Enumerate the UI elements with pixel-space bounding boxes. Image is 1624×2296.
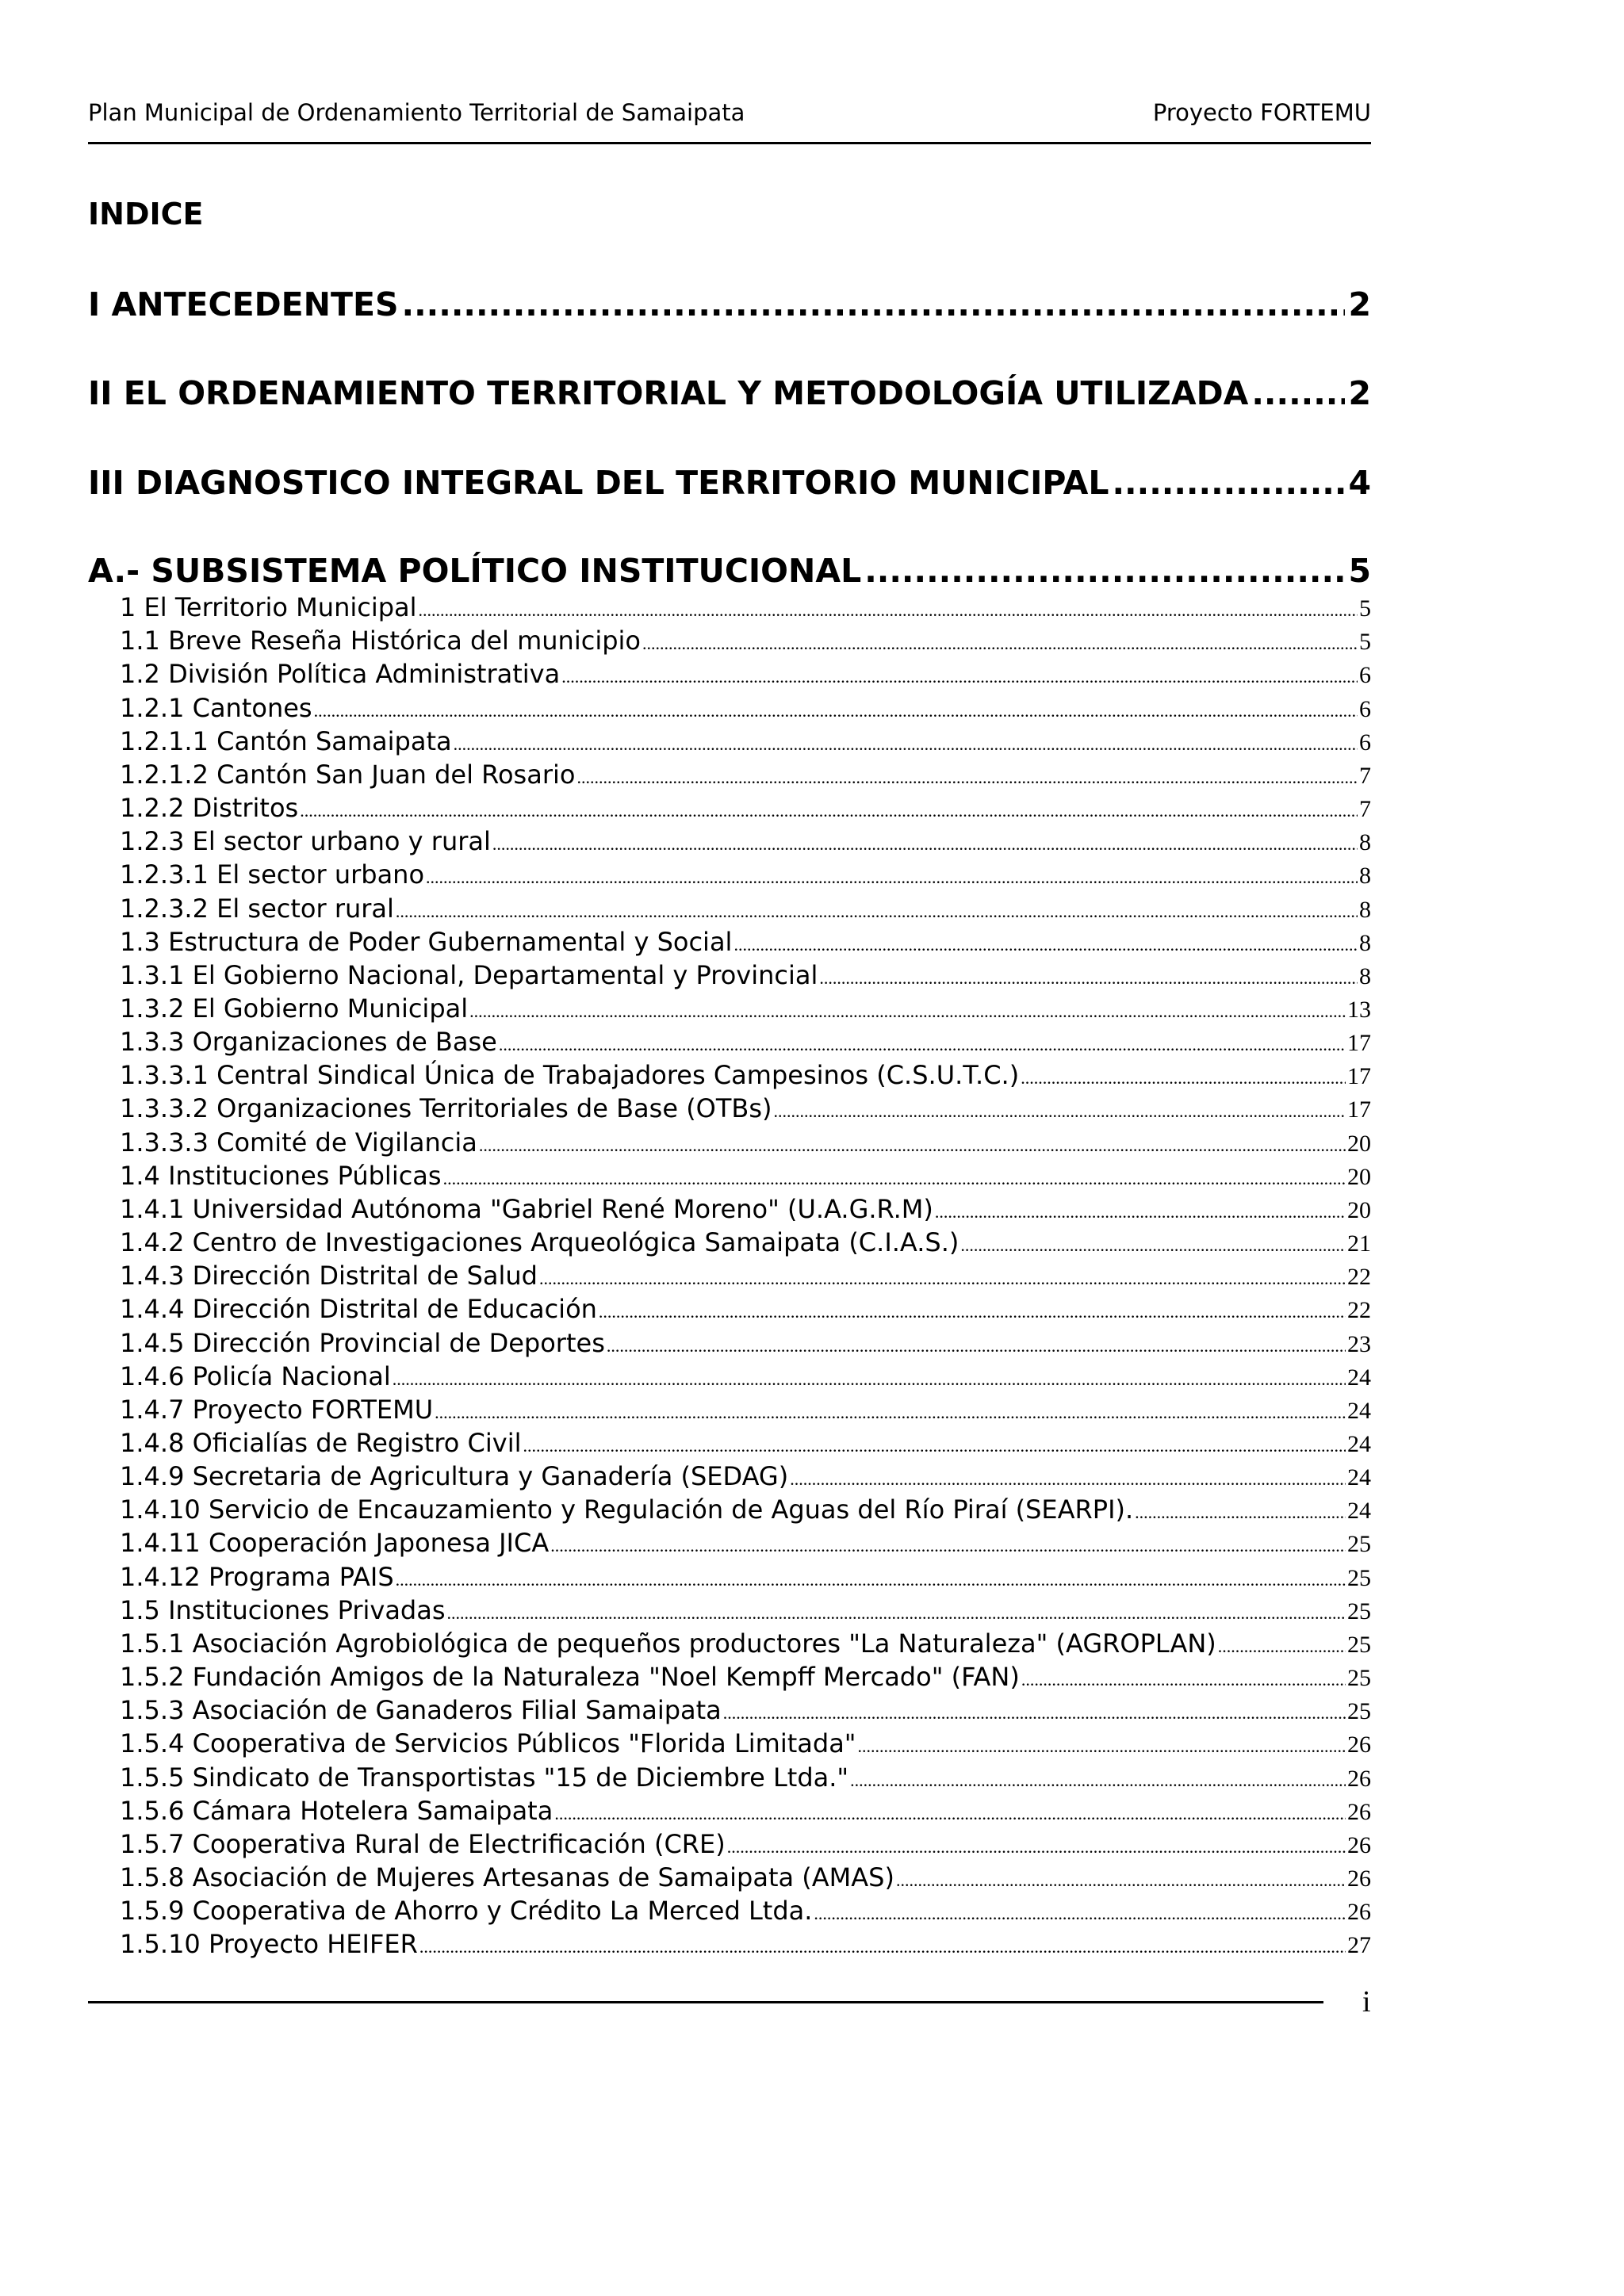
toc-entry-page: 23 — [1347, 1331, 1371, 1357]
toc-entry-title: 1.3.2 El Gobierno Municipal — [120, 993, 469, 1024]
toc-entry[interactable] — [120, 1627, 1371, 1660]
toc-entry[interactable] — [120, 1861, 1371, 1894]
toc-entry[interactable] — [120, 1092, 1371, 1125]
toc-entry-title: 1.4.1 Universidad Autónoma "Gabriel René Moreno" (U.A.G.R.M) — [120, 1194, 933, 1224]
toc-entry[interactable] — [120, 791, 1371, 825]
toc-entry-title: 1.3.1 El Gobierno Nacional, Departamental y Provincial — [120, 960, 818, 990]
toc-leader — [864, 549, 1345, 592]
toc-entry[interactable] — [120, 1693, 1371, 1727]
toc-leader — [642, 627, 1358, 657]
toc-leader — [850, 1764, 1346, 1794]
toc-leader — [492, 828, 1358, 858]
toc-entry[interactable] — [120, 1159, 1371, 1192]
toc-major-title: A.- SUBSISTEMA POLÍTICO INSTITUCIONAL — [88, 552, 862, 590]
toc-entry[interactable] — [120, 1393, 1371, 1426]
toc-major-title: II EL ORDENAMIENTO TERRITORIAL Y METODOLOGÍA UTILIZADA — [88, 374, 1249, 412]
toc-entry-page: 7 — [1359, 796, 1371, 822]
toc-leader — [1021, 1663, 1346, 1693]
footer-rule — [88, 2001, 1323, 2003]
toc-leader — [539, 1262, 1346, 1292]
toc-entry-title: 1.5.1 Asociación Agrobiológica de pequeños productores "La Naturaleza" (AGROPLAN) — [120, 1628, 1216, 1659]
toc-leader — [554, 1797, 1346, 1827]
toc-entry-page: 22 — [1347, 1264, 1371, 1290]
toc-entry-title: 1.4.7 Proyecto FORTEMU — [120, 1395, 434, 1425]
toc-entry-page: 25 — [1347, 1698, 1371, 1724]
toc-entry-title: 1.4.3 Dirección Distrital de Salud — [120, 1261, 538, 1291]
toc-entry[interactable] — [120, 1360, 1371, 1393]
toc-entry-title: 1.2.3.1 El sector urbano — [120, 859, 425, 890]
toc-entry-title: 1.5.7 Cooperativa Rural de Electrificación (CRE) — [120, 1829, 726, 1859]
toc-entry-title: 1.5.2 Fundación Amigos de la Naturaleza "Noel Kempff Mercado" (FAN) — [120, 1662, 1020, 1692]
toc-entry-title: 1.5.8 Asociación de Mujeres Artesanas de Samaipata (AMAS) — [120, 1862, 894, 1892]
toc-entry[interactable] — [120, 1292, 1371, 1326]
toc-major-entry[interactable] — [88, 461, 1371, 504]
toc-entry-title: 1.2.1.2 Cantón San Juan del Rosario — [120, 760, 576, 790]
toc-leader — [419, 1931, 1346, 1961]
toc-leader — [499, 1028, 1346, 1058]
toc-entry-page: 26 — [1347, 1799, 1371, 1825]
toc-entry-page: 6 — [1359, 696, 1371, 722]
toc-entry-page: 7 — [1359, 763, 1371, 789]
toc-entry[interactable] — [120, 1526, 1371, 1559]
toc-entry[interactable] — [120, 1493, 1371, 1526]
toc-entry-page: 20 — [1347, 1197, 1371, 1223]
toc-leader — [1218, 1630, 1346, 1660]
toc-entry[interactable] — [120, 758, 1371, 791]
toc-entry[interactable] — [120, 1025, 1371, 1058]
toc-leader — [790, 1463, 1346, 1493]
toc-entry-title: 1.4.12 Programa PAIS — [120, 1562, 394, 1592]
toc-leader — [561, 660, 1358, 691]
toc-entry-title: 1.4.4 Dirección Distrital de Educación — [120, 1294, 597, 1324]
toc-entry[interactable] — [120, 1192, 1371, 1226]
toc-entry[interactable] — [120, 892, 1371, 925]
toc-entry-page: 20 — [1347, 1164, 1371, 1190]
toc-leader — [576, 761, 1358, 791]
toc-entry-page: 24 — [1347, 1498, 1371, 1524]
toc-leader — [896, 1864, 1346, 1894]
toc-entry-page: 26 — [1347, 1732, 1371, 1758]
toc-entry-title: 1.1 Breve Reseña Histórica del municipio — [120, 626, 641, 656]
toc-entry-page: 24 — [1347, 1398, 1371, 1424]
toc-entry-title: 1.3 Estructura de Poder Gubernamental y Social — [120, 927, 733, 957]
toc-entry-page: 8 — [1359, 863, 1371, 889]
toc-entry[interactable] — [120, 691, 1371, 725]
index-title: INDICE — [88, 197, 204, 232]
toc-entry-page: 6 — [1359, 729, 1371, 756]
page-number: i — [1362, 1985, 1371, 2019]
toc-entry[interactable] — [120, 959, 1371, 992]
toc-entry-page: 22 — [1347, 1297, 1371, 1323]
toc-major-page: 5 — [1348, 552, 1371, 590]
toc-entry[interactable] — [120, 925, 1371, 959]
toc-entry[interactable] — [120, 1761, 1371, 1794]
toc-entry-page: 24 — [1347, 1431, 1371, 1457]
toc-major-page: 4 — [1348, 464, 1371, 502]
toc-entry[interactable] — [120, 1794, 1371, 1827]
toc-leader — [393, 1363, 1346, 1393]
toc-entry-title: 1.4.8 Oficialías de Registro Civil — [120, 1428, 522, 1458]
toc-leader — [1112, 461, 1345, 504]
toc-entry-page: 5 — [1359, 629, 1371, 655]
toc-entry-page: 8 — [1359, 897, 1371, 923]
toc-entry-page: 13 — [1347, 997, 1371, 1023]
toc-entry-title: 1.2.3.2 El sector rural — [120, 894, 394, 924]
toc-entry-page: 25 — [1347, 1598, 1371, 1624]
toc-leader — [727, 1831, 1346, 1861]
toc-leader — [314, 695, 1358, 725]
toc-entry[interactable] — [120, 1058, 1371, 1092]
header-project-name: Proyecto FORTEMU — [1152, 99, 1371, 126]
toc-entry[interactable] — [120, 1727, 1371, 1760]
toc-entry[interactable] — [120, 1827, 1371, 1861]
toc-entry-title: 1.4.6 Policía Nacional — [120, 1361, 391, 1391]
toc-entry-title: 1.2 División Política Administrativa — [120, 659, 561, 689]
toc-leader — [300, 794, 1358, 825]
toc-entry-title: 1.5.5 Sindicato de Transportistas "15 de Diciembre Ltda." — [120, 1762, 849, 1793]
toc-leader — [523, 1429, 1346, 1460]
toc-entry-title: 1.4.2 Centro de Investigaciones Arqueológica Samaipata (C.I.A.S.) — [120, 1227, 959, 1257]
toc-entry[interactable] — [120, 624, 1371, 657]
toc-entry-page: 26 — [1347, 1832, 1371, 1858]
toc-entry[interactable] — [120, 1426, 1371, 1460]
toc-leader — [819, 962, 1358, 992]
toc-leader — [1251, 372, 1345, 415]
toc-major-entry[interactable] — [88, 283, 1371, 326]
toc-leader — [960, 1229, 1346, 1259]
toc-entry-title: 1.3.3 Organizaciones de Base — [120, 1027, 497, 1057]
toc-entry-title: 1.4.9 Secretaria de Agricultura y Ganadería (SEDAG) — [120, 1461, 789, 1491]
toc-entry[interactable] — [120, 992, 1371, 1025]
toc-entry[interactable] — [120, 1326, 1371, 1360]
toc-entry-page: 17 — [1347, 1063, 1371, 1089]
toc-entry-title: 1.2.1.1 Cantón Samaipata — [120, 726, 452, 756]
toc-entry[interactable] — [120, 1894, 1371, 1927]
toc-leader — [723, 1697, 1346, 1727]
toc-entry[interactable] — [120, 858, 1371, 891]
toc-leader — [469, 995, 1346, 1025]
toc-leader — [426, 861, 1358, 891]
toc-entry-page: 5 — [1359, 595, 1371, 622]
toc-entry[interactable] — [120, 1927, 1371, 1961]
toc-leader — [599, 1295, 1346, 1326]
toc-major-entry[interactable] — [88, 372, 1371, 415]
toc-entry-page: 26 — [1347, 1866, 1371, 1892]
header-document-title: Plan Municipal de Ordenamiento Territorial de Samaipata — [88, 99, 745, 126]
toc-leader — [402, 283, 1346, 326]
toc-entry-page: 8 — [1359, 963, 1371, 989]
toc-entry-title: 1.5.10 Proyecto HEIFER — [120, 1929, 418, 1959]
toc-entry-page: 25 — [1347, 1665, 1371, 1691]
toc-leader — [858, 1730, 1346, 1760]
toc-entry-page: 25 — [1347, 1531, 1371, 1557]
toc-entry-page: 8 — [1359, 930, 1371, 956]
toc-leader — [550, 1529, 1346, 1559]
toc-leader — [479, 1129, 1346, 1159]
toc-leader — [733, 928, 1358, 959]
toc-major-entry[interactable] — [88, 549, 1371, 592]
toc-entry-page: 17 — [1347, 1096, 1371, 1123]
page-header — [88, 97, 1371, 144]
toc-entry[interactable] — [120, 1594, 1371, 1627]
toc-entry[interactable] — [120, 1126, 1371, 1159]
toc-entry-title: 1.5 Instituciones Privadas — [120, 1595, 446, 1625]
toc-leader — [435, 1396, 1346, 1426]
toc-entry-page: 8 — [1359, 829, 1371, 855]
toc-entry[interactable] — [120, 825, 1371, 858]
toc-leader — [1135, 1496, 1346, 1526]
toc-entry[interactable] — [120, 1259, 1371, 1292]
toc-entry-page: 24 — [1347, 1464, 1371, 1490]
toc-major-page: 2 — [1348, 285, 1371, 323]
toc-leader — [454, 728, 1358, 758]
toc-leader — [1021, 1062, 1346, 1092]
toc-leader — [419, 594, 1358, 624]
toc-major-title: III DIAGNOSTICO INTEGRAL DEL TERRITORIO MUNICIPAL — [88, 464, 1109, 502]
toc-entry[interactable] — [120, 1560, 1371, 1594]
toc-entry-title: 1.2.3 El sector urbano y rural — [120, 826, 491, 856]
toc-entry-title: 1.3.3.2 Organizaciones Territoriales de Base (OTBs) — [120, 1093, 772, 1123]
toc-entry[interactable] — [120, 1460, 1371, 1493]
toc-major-title: I ANTECEDENTES — [88, 285, 399, 323]
toc-entry-page: 20 — [1347, 1131, 1371, 1157]
toc-major-page: 2 — [1348, 374, 1371, 412]
toc-leader — [396, 895, 1358, 925]
toc-entry-page: 24 — [1347, 1364, 1371, 1391]
toc-entry[interactable] — [120, 1660, 1371, 1693]
toc-entry-title: 1.4.5 Dirección Provincial de Deportes — [120, 1328, 605, 1358]
toc-entry-title: 1.4 Instituciones Públicas — [120, 1161, 442, 1191]
toc-entry-page: 25 — [1347, 1565, 1371, 1591]
toc-entry-title: 1.5.9 Cooperativa de Ahorro y Crédito La Merced Ltda. — [120, 1896, 813, 1926]
toc-entry-title: 1.5.3 Asociación de Ganaderos Filial Samaipata — [120, 1695, 722, 1725]
toc-entry-title: 1.3.3.1 Central Sindical Única de Trabajadores Campesinos (C.S.U.T.C.) — [120, 1060, 1020, 1090]
toc-entry-page: 17 — [1347, 1030, 1371, 1056]
toc-entry-title: 1.2.1 Cantones — [120, 693, 312, 723]
toc-entry-page: 6 — [1359, 662, 1371, 688]
toc-leader — [607, 1330, 1346, 1360]
toc-entry[interactable] — [120, 725, 1371, 758]
toc-entry[interactable] — [120, 1226, 1371, 1259]
toc-entry-page: 21 — [1347, 1230, 1371, 1257]
toc-entry[interactable] — [120, 591, 1371, 624]
toc-leader — [814, 1897, 1346, 1927]
toc-entry[interactable] — [120, 657, 1371, 691]
toc-entry-title: 1.3.3.3 Comité de Vigilancia — [120, 1127, 477, 1158]
toc-entry-page: 27 — [1347, 1932, 1371, 1958]
toc-leader — [396, 1563, 1346, 1594]
toc-leader — [443, 1162, 1346, 1192]
toc-entry-title: 1.4.11 Cooperación Japonesa JICA — [120, 1528, 550, 1558]
toc-entry-title: 1.2.2 Distritos — [120, 793, 299, 823]
toc-entry-title: 1.4.10 Servicio de Encauzamiento y Regulación de Aguas del Río Piraí (SEARPI). — [120, 1494, 1134, 1525]
toc-leader — [447, 1597, 1346, 1627]
toc-entry-title: 1.5.4 Cooperativa de Servicios Públicos "Florida Limitada" — [120, 1728, 856, 1758]
toc-entry-page: 26 — [1347, 1766, 1371, 1792]
toc-entry-title: 1.5.6 Cámara Hotelera Samaipata — [120, 1796, 553, 1826]
toc-entry-page: 25 — [1347, 1632, 1371, 1658]
toc-leader — [935, 1196, 1346, 1226]
toc-entry-title: 1 El Territorio Municipal — [120, 592, 417, 622]
toc-entry-page: 26 — [1347, 1899, 1371, 1925]
toc-leader — [774, 1095, 1346, 1125]
